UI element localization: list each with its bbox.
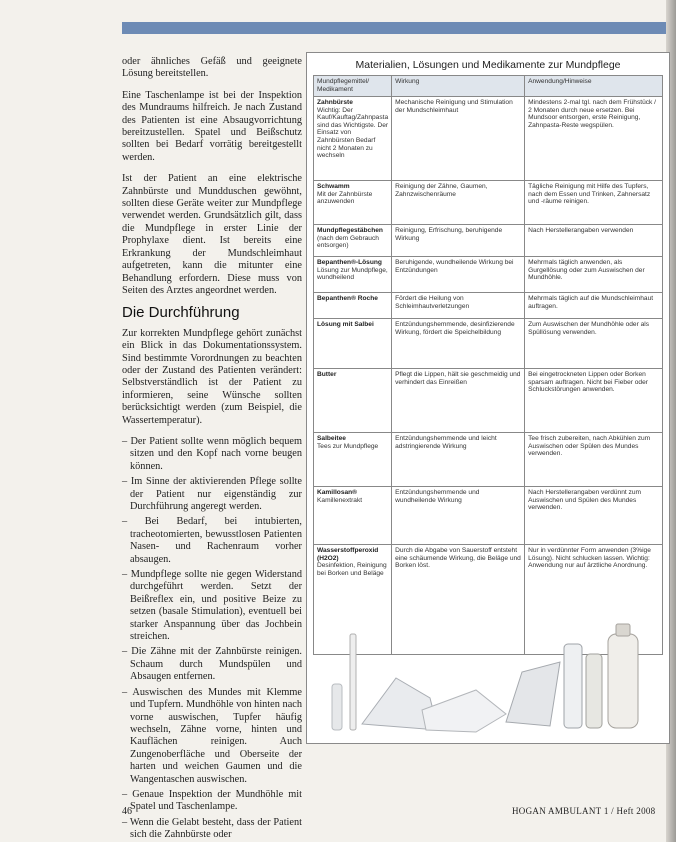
table-row bbox=[314, 487, 663, 545]
table-cell-usage: Nach Herstellerangaben verdünnt zum Auswischen und Spülen des Mundes verwenden. bbox=[525, 487, 663, 545]
column-header: Wirkung bbox=[392, 76, 525, 97]
table-cell-usage: Mehrmals täglich auf die Mundschleimhaut auftragen. bbox=[525, 293, 663, 319]
list-item: – Der Patient sollte wenn möglich bequem sitzen und den Kopf nach vorne beugen können. bbox=[122, 436, 302, 473]
table-cell-name: Salbeitee Tees zur Mundpflege bbox=[314, 433, 392, 487]
procedure-list bbox=[122, 436, 302, 842]
journal-footer: HOGAN AMBULANT 1 / Heft 2008 bbox=[512, 806, 656, 816]
table-cell-effect: Durch die Abgabe von Sauerstoff entsteht eine schäumende Wirkung, die Beläge und Borken löst. bbox=[392, 545, 525, 655]
table-cell-name: Lösung mit Salbei bbox=[314, 319, 392, 369]
table-cell-effect: Reinigung der Zähne, Gaumen, Zahnzwischenräume bbox=[392, 181, 525, 225]
table-cell-usage: Mehrmals täglich anwenden, als Gurgellösung oder zum Auswischen der Mundhöhle. bbox=[525, 257, 663, 293]
table-title: Materialien, Lösungen und Medikamente zur Mundpflege bbox=[355, 59, 621, 71]
table-cell-name: Schwamm Mit der Zahnbürste anzuwenden bbox=[314, 181, 392, 225]
table-cell-effect: Beruhigende, wundheilende Wirkung bei Entzündungen bbox=[392, 257, 525, 293]
table-cell-effect: Entzündungshemmende und wundheilende Wirkung bbox=[392, 487, 525, 545]
table-row bbox=[314, 257, 663, 293]
table-row bbox=[314, 97, 663, 181]
medication-table bbox=[313, 75, 663, 655]
table-row bbox=[314, 181, 663, 225]
list-item: – Genaue Inspektion der Mundhöhle mit Spatel und Taschenlampe. bbox=[122, 789, 302, 814]
list-item: – Im Sinne der aktivierenden Pflege sollte der Patient nur eigenständig zur Durchführung angeregt werden. bbox=[122, 476, 302, 513]
table-header-row bbox=[314, 76, 663, 97]
left-text-column bbox=[122, 56, 302, 845]
list-item: – Wenn die Gelabt besteht, dass der Patient sich die Zahnbürste oder bbox=[122, 817, 302, 842]
table-cell-effect: Entzündungshemmende, desinfizierende Wirkung, fördert die Speichelbildung bbox=[392, 319, 525, 369]
table-cell-usage: Tee frisch zubereiten, nach Abkühlen zum Auswischen oder Spülen des Mundes verwenden. bbox=[525, 433, 663, 487]
table-cell-usage: Zum Auswischen der Mundhöhle oder als Spüllösung verwenden. bbox=[525, 319, 663, 369]
intro-paragraph-2: Eine Taschenlampe ist bei der Inspektion des Mundraums hilfreich. Je nach Zustand des Patienten ist eine Absaugvorrichtung bereitzustellen. Spatel und Beißschutz sollten bei Bedarf vorrätig bereitgestellt werden. bbox=[122, 89, 302, 163]
table-cell-effect: Reinigung, Erfrischung, beruhigende Wirkung bbox=[392, 225, 525, 257]
table-cell-usage: Nur in verdünnter Form anwenden (3%ige Lösung). Nicht schlucken lassen. Wichtig: Anwendung nur auf ärztliche Anordnung. bbox=[525, 545, 663, 655]
header-color-bar bbox=[122, 22, 676, 34]
table-cell-name: Zahnbürste Wichtig: Der Kauf/Kauftag/Zahnpasta sind das Wichtigste. Der Einsatz von Zahnbürsten Bedarf nicht 2 Monaten zu wechseln bbox=[314, 97, 392, 181]
table-row bbox=[314, 225, 663, 257]
table-cell-effect: Fördert die Heilung von Schleimhautverletzungen bbox=[392, 293, 525, 319]
table-cell-usage: Mindestens 2-mal tgl. nach dem Frühstück / 2 Monaten durch neue ersetzen. Bei Mundsoor entsorgen, erste Reinigung, Zahnpasta-Reste wegspülen. bbox=[525, 97, 663, 181]
table-cell-usage: Tägliche Reinigung mit Hilfe des Tupfers, nach dem Essen und Trinken, Zahnersatz und -räume reinigen. bbox=[525, 181, 663, 225]
intro-paragraph-3: Ist der Patient an eine elektrische Zahnbürste und Mundduschen gewöhnt, sollten diese Geräte weiter zur Mundpflege verwendet werden. Grundsätzlich gilt, dass die Mundpflege in erster Linie der Prophylaxe dient. Ist bereits eine Erkrankung der Mundschleimhaut aufgetreten, kann die mitunter eine Behandlung erfordern. Diese muss von Seiten des Arztes angeordnet werden. bbox=[122, 173, 302, 296]
table-cell-effect: Mechanische Reinigung und Stimulation der Mundschleimhaut bbox=[392, 97, 525, 181]
intro-paragraph-1: oder ähnliches Gefäß und geeignete Lösung bereitstellen. bbox=[122, 56, 302, 80]
table-cell-name: Butter bbox=[314, 369, 392, 433]
list-item: – Bei Bedarf, bei intubierten, tracheotomierten, bewusstlosen Patienten Nasen- und Rachenraum vorher absaugen. bbox=[122, 516, 302, 566]
table-cell-name: Wasserstoffperoxid (H2O2) Desinfektion, Reinigung bei Borken und Beläge bbox=[314, 545, 392, 655]
table-row bbox=[314, 369, 663, 433]
section-heading: Die Durchführung bbox=[122, 304, 240, 322]
table-cell-name: Bepanthen®-Lösung Lösung zur Mundpflege, wundheilend bbox=[314, 257, 392, 293]
table-row bbox=[314, 545, 663, 655]
list-item: – Mundpflege sollte nie gegen Widerstand durchgeführt werden. Setzt der Beißreflex ein, und positive Beize zu setzen (basale Stimulation), eventuell bei starker Anspannung über das Jochbein streichen. bbox=[122, 569, 302, 643]
table-cell-effect: Pflegt die Lippen, hält sie geschmeidig und verhindert das Einreißen bbox=[392, 369, 525, 433]
list-item: – Die Zähne mit der Zahnbürste reinigen. Schaum durch Mundspülen und Absaugen entfernen. bbox=[122, 646, 302, 683]
column-header: Anwendung/Hinweise bbox=[525, 76, 663, 97]
table-row bbox=[314, 433, 663, 487]
medication-table-panel bbox=[306, 52, 670, 744]
table-cell-name: Bepanthen® Roche bbox=[314, 293, 392, 319]
table-row bbox=[314, 319, 663, 369]
page-number: 46 bbox=[122, 806, 132, 817]
table-cell-usage: Bei eingetrockneten Lippen oder Borken sparsam auftragen. Nicht bei Fieber oder Schluckstörungen anwenden. bbox=[525, 369, 663, 433]
section-paragraph: Zur korrekten Mundpflege gehört zunächst ein Blick in das Dokumentationssystem. Sind bestimmte Vorordnungen zu beachten oder der Zustand des Patienten verändert: Selbstverständlich ist der Patient zu informieren, seine Wünsche sollten berücksichtigt werden (zum Beispiel, die Wassertemperatur). bbox=[122, 327, 302, 426]
table-cell-effect: Entzündungshemmende und leicht adstringierende Wirkung bbox=[392, 433, 525, 487]
list-item: – Auswischen des Mundes mit Klemme und Tupfern. Mundhöhle von hinten nach vorne auswischen, Tupfer häufig wechseln, Zähne vorne, hinten und Kauflächen reinigen. Auch Zungenoberfläche und Oberseite der harten und weichen Gaumen und die Wangentaschen auswischen. bbox=[122, 687, 302, 786]
table-cell-name: Kamillosan® Kamillenextrakt bbox=[314, 487, 392, 545]
table-row bbox=[314, 293, 663, 319]
table-cell-usage: Nach Herstellerangaben verwenden bbox=[525, 225, 663, 257]
table-cell-name: Mundpflegestäbchen (nach dem Gebrauch entsorgen) bbox=[314, 225, 392, 257]
column-header: Mundpflegemittel/ Medikament bbox=[314, 76, 392, 97]
